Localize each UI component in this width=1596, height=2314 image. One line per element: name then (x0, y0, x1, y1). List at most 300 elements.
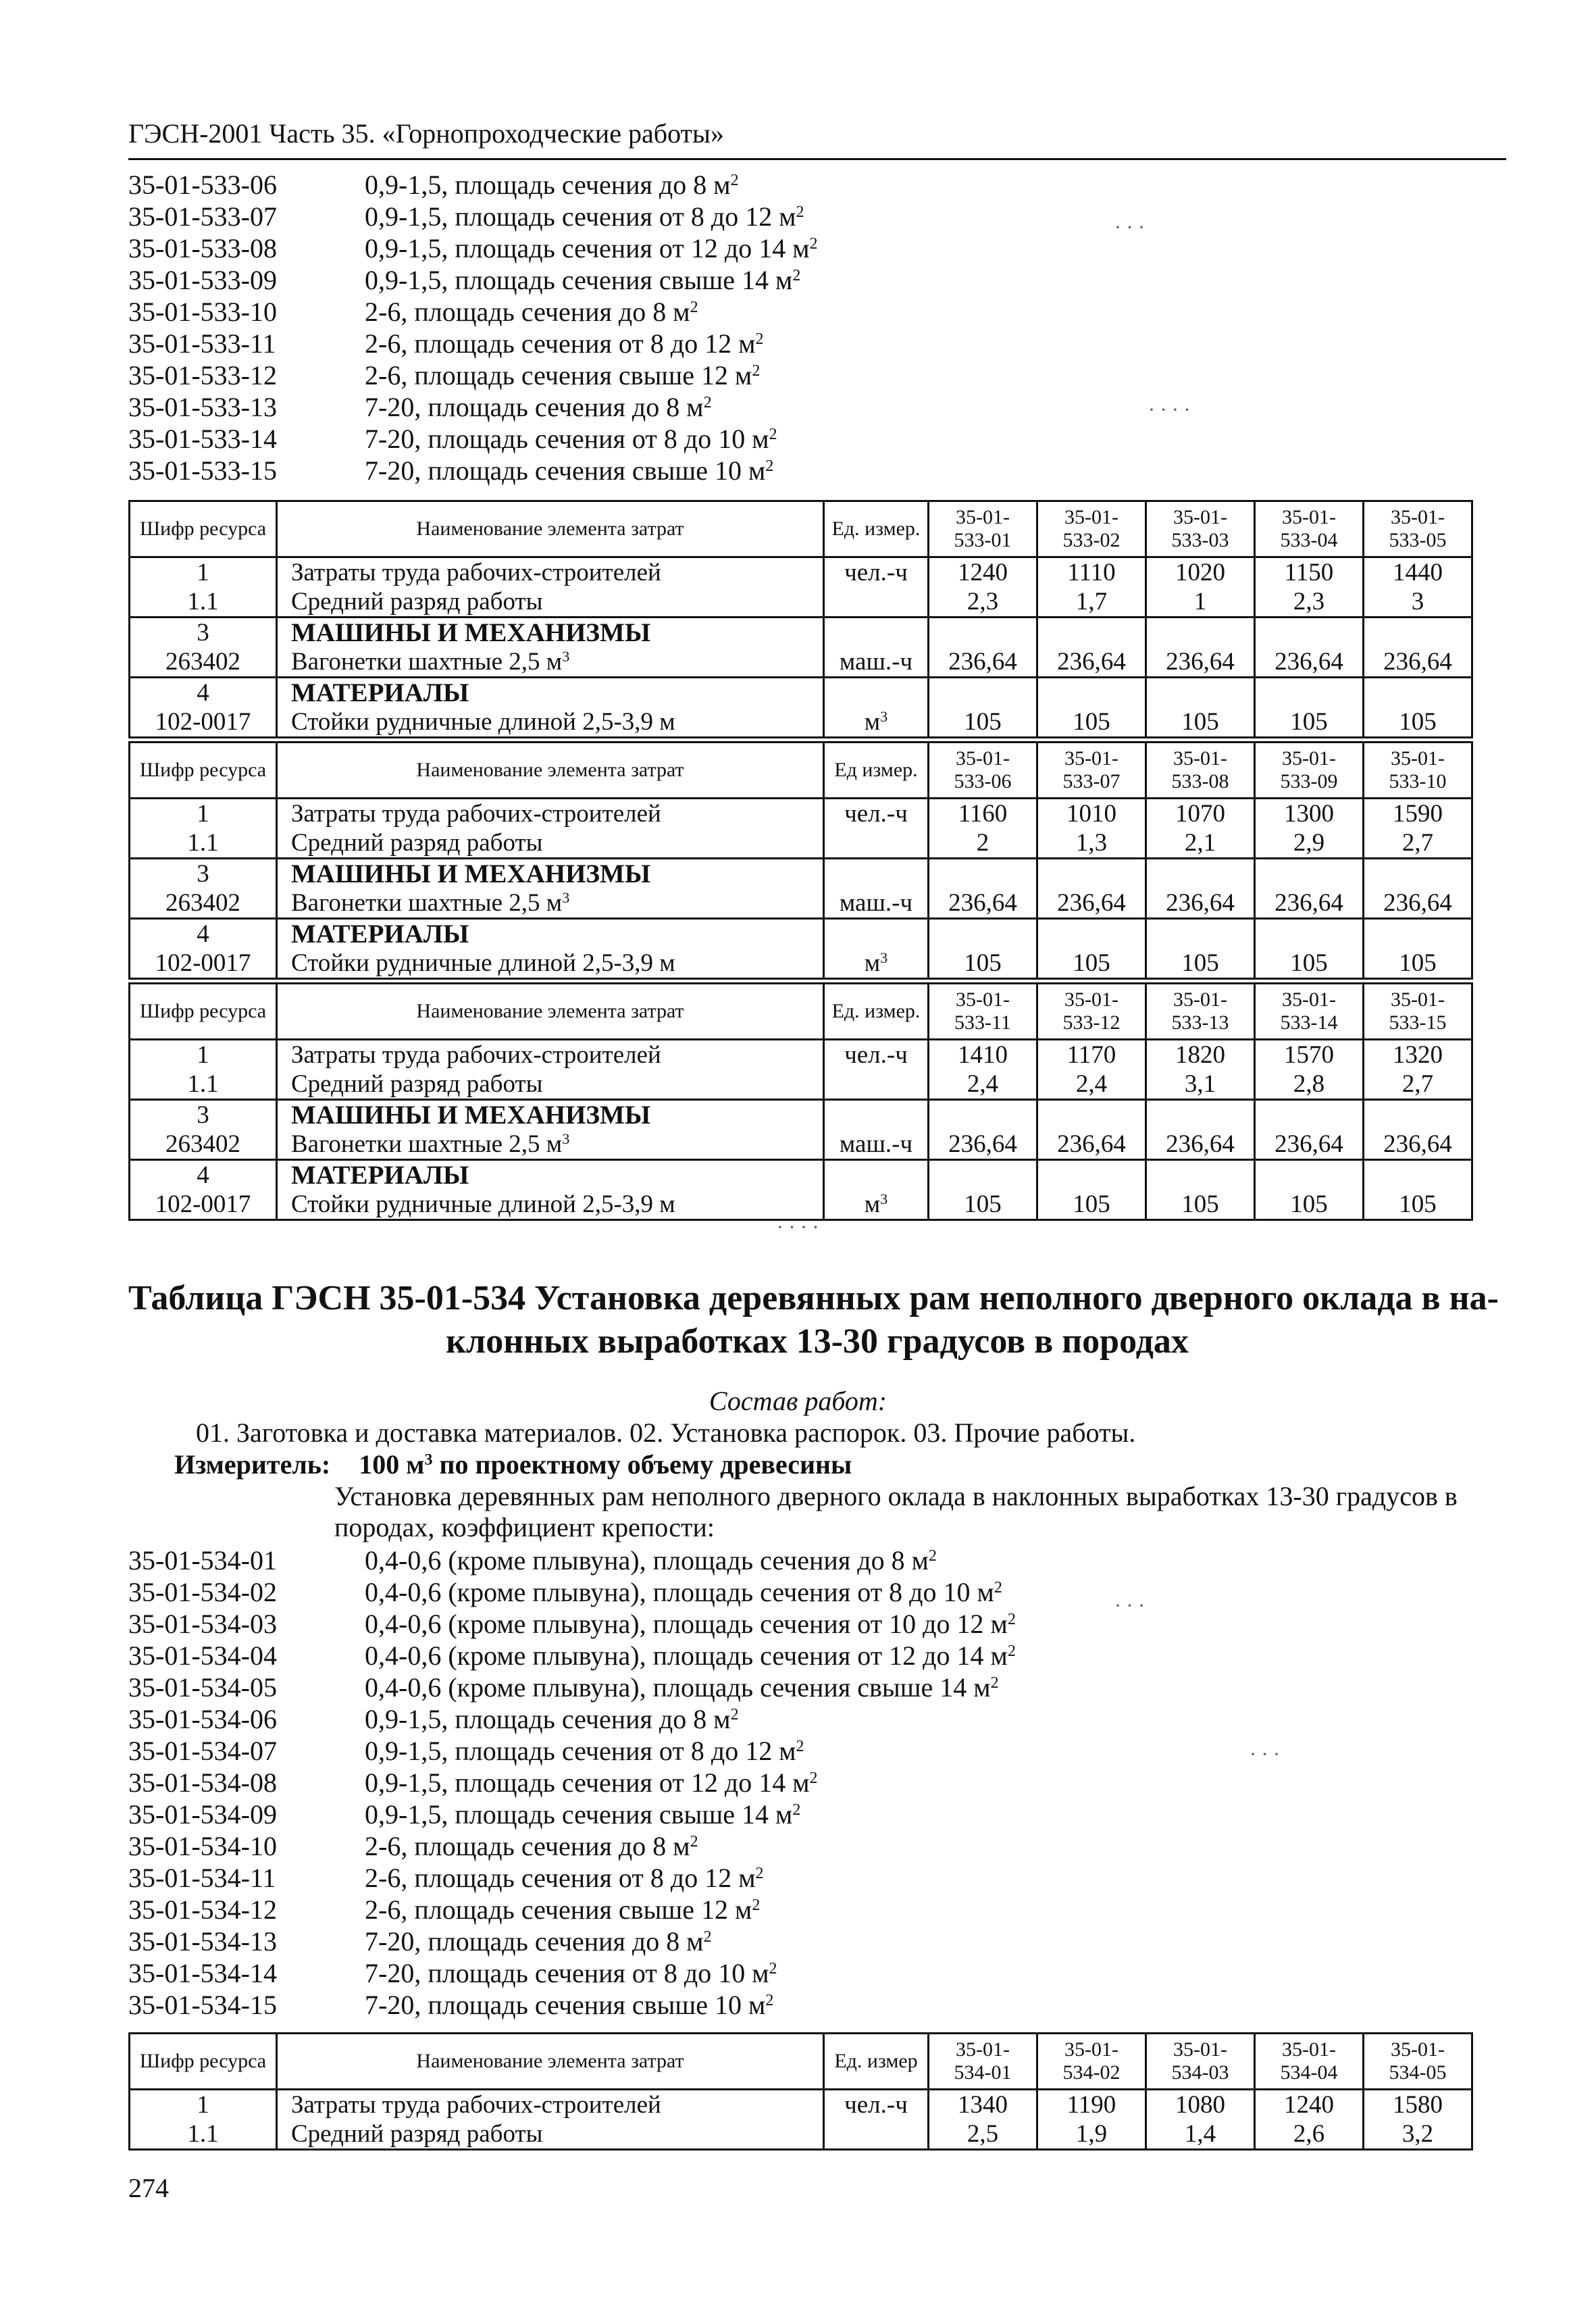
header-norm-code (1255, 2034, 1364, 2090)
cost-element-name (277, 859, 824, 889)
meter-value: 100 м (359, 1449, 425, 1480)
cost-element-name (277, 647, 824, 678)
item-description-text: 0,9-1,5, площадь сечения свыше 14 м (365, 265, 793, 295)
unit-text: маш.-ч (839, 648, 913, 676)
resource-code: 1.1 (130, 828, 277, 859)
resource-code: 3 (130, 1100, 277, 1130)
header-norm-code (1037, 501, 1146, 557)
norm-code-prefix: 35-01- (1173, 988, 1227, 1011)
header-cost-element: Наименование элемента затрат (277, 743, 824, 799)
code-list-item (128, 1703, 1016, 1735)
unit-superscript: 3 (880, 949, 888, 966)
norm-value (929, 1160, 1037, 1190)
item-description (365, 1671, 1016, 1703)
code-list-item (128, 423, 818, 455)
norm-value (1037, 678, 1146, 708)
norm-value: 1590 (1364, 799, 1472, 829)
norm-value: 236,64 (1037, 647, 1146, 678)
intro-text (334, 1481, 1458, 1543)
resource-code: 102-0017 (130, 1190, 277, 1220)
item-description-text: 0,9-1,5, площадь сечения свыше 14 м (365, 1799, 793, 1830)
table-header-row (130, 743, 1472, 799)
cost-element-text: Затраты труда рабочих-строителей (291, 800, 661, 828)
resource-code: 3 (130, 618, 277, 648)
norm-code-prefix: 35-01- (1173, 2038, 1227, 2061)
unit-superscript: 3 (880, 1190, 888, 1207)
item-description-text: 2-6, площадь сечения свыше 12 м (365, 1894, 752, 1925)
norm-value: 105 (929, 949, 1037, 979)
scan-noise: · · · (1114, 1594, 1145, 1617)
code-list-item (128, 455, 818, 486)
item-code: 35-01-534-05 (128, 1672, 277, 1703)
norm-value (1255, 1100, 1364, 1130)
resource-code: 4 (130, 678, 277, 708)
cost-element-text: Затраты труда рабочих-строителей (291, 559, 661, 586)
header-norm-code (1255, 984, 1364, 1040)
norm-value: 236,64 (1255, 1130, 1364, 1160)
item-superscript: 2 (928, 1546, 937, 1565)
item-superscript: 2 (730, 1705, 739, 1724)
norm-value: 1240 (929, 557, 1037, 588)
norm-code-prefix: 35-01- (956, 988, 1010, 1011)
header-resource-code: Шифр ресурса (130, 984, 277, 1040)
unit-cell (824, 587, 929, 618)
header-rule (128, 158, 1506, 160)
item-superscript: 2 (990, 1674, 999, 1692)
item-code: 35-01-533-14 (128, 424, 277, 454)
unit-text: м (864, 1190, 881, 1218)
norm-value: 2,3 (1255, 587, 1364, 618)
meter-line (174, 1449, 852, 1480)
norm-value: 2,4 (929, 1070, 1037, 1100)
norm-value (1146, 1160, 1255, 1190)
meter-rest: по проектному объему древесины (432, 1449, 852, 1480)
unit-cell (824, 707, 929, 738)
code-list-item (128, 1926, 1016, 1957)
table-header-row (130, 501, 1472, 557)
code-list-item (128, 328, 818, 359)
unit-superscript: 3 (562, 1130, 570, 1147)
unit-cell (824, 678, 929, 708)
item-code: 35-01-534-06 (128, 1704, 277, 1734)
item-code: 35-01-533-07 (128, 201, 277, 232)
norm-value (929, 859, 1037, 889)
table-row (130, 2119, 1472, 2150)
header-norm-code (1364, 501, 1472, 557)
header-norm-code (929, 743, 1037, 799)
resource-code: 1.1 (130, 1070, 277, 1100)
cost-element-text: Вагонетки шахтные 2,5 м (291, 648, 563, 676)
item-code: 35-01-533-11 (128, 328, 276, 359)
norm-code-prefix: 35-01- (1391, 988, 1445, 1011)
item-description-text: 0,9-1,5, площадь сечения до 8 м (365, 170, 731, 200)
norm-value: 105 (1364, 1190, 1472, 1220)
table-title-line-1: Таблица ГЭСН 35-01-534 Установка деревянных рам неполного дверного оклада в на- (128, 1279, 1499, 1317)
scan-noise: · · · (1250, 1743, 1280, 1765)
cost-element-name (277, 1160, 824, 1190)
norm-value: 1320 (1364, 1040, 1472, 1070)
norm-value: 2,3 (929, 587, 1037, 618)
cost-element-text: Затраты труда рабочих-строителей (291, 1041, 661, 1069)
cost-element-text: Средний разряд работы (291, 2120, 543, 2148)
item-description-text: 7-20, площадь сечения до 8 м (365, 392, 704, 422)
cost-element-text: МАШИНЫ И МЕХАНИЗМЫ (291, 618, 651, 647)
norm-code-prefix: 35-01- (1391, 747, 1445, 770)
item-description (365, 1957, 1016, 1989)
unit-cell (824, 949, 929, 979)
norm-value: 1300 (1255, 799, 1364, 829)
cost-element-name (277, 587, 824, 618)
cost-element-text: МАТЕРИАЛЫ (291, 678, 469, 707)
resource-code: 1 (130, 557, 277, 588)
norm-value: 105 (1255, 707, 1364, 738)
unit-cell (824, 828, 929, 859)
norm-value: 236,64 (1146, 1130, 1255, 1160)
norm-code-suffix: 534-04 (1280, 2061, 1338, 2084)
unit-text: чел.-ч (844, 559, 908, 586)
header-norm-code (1146, 984, 1255, 1040)
resource-table-533-11-15 (128, 982, 1473, 1221)
header-norm-code (1255, 501, 1364, 557)
norm-value: 1,9 (1037, 2119, 1146, 2150)
norm-value: 236,64 (1364, 888, 1472, 919)
item-code: 35-01-533-13 (128, 392, 277, 422)
norm-value: 105 (1146, 707, 1255, 738)
cost-element-text: Вагонетки шахтные 2,5 м (291, 1130, 563, 1158)
item-superscript: 2 (730, 171, 739, 189)
table-title (128, 1277, 1506, 1363)
item-superscript: 2 (752, 361, 761, 380)
norm-value: 236,64 (1037, 1130, 1146, 1160)
item-superscript: 2 (765, 457, 774, 475)
norm-value (1255, 859, 1364, 889)
norm-code-suffix: 533-15 (1389, 1011, 1447, 1034)
header-cost-element: Наименование элемента затрат (277, 2034, 824, 2090)
norm-value (1146, 919, 1255, 949)
resource-table-533-01-05 (128, 500, 1473, 738)
header-resource-code: Шифр ресурса (130, 501, 277, 557)
code-list-item (128, 1576, 1016, 1608)
resource-code: 1.1 (130, 2119, 277, 2150)
norm-value (1255, 618, 1364, 648)
item-description (365, 391, 818, 423)
code-list-item (128, 1608, 1016, 1640)
item-description-text: 7-20, площадь сечения от 8 до 10 м (365, 1958, 769, 1988)
item-code: 35-01-534-12 (128, 1894, 277, 1925)
resource-code: 1 (130, 799, 277, 829)
norm-code-suffix: 533-09 (1280, 770, 1338, 793)
unit-cell (824, 1130, 929, 1160)
norm-value: 236,64 (1255, 888, 1364, 919)
composition-text: 01. Заготовка и доставка материалов. 02. Установка распорок. 03. Прочие работы. (196, 1417, 1136, 1448)
scan-noise: · · · · (777, 1216, 819, 1238)
norm-value: 1580 (1364, 2090, 1472, 2120)
table-row (130, 949, 1472, 979)
norm-value (1255, 919, 1364, 949)
item-code: 35-01-534-14 (128, 1958, 277, 1988)
table-row (130, 828, 1472, 859)
scan-noise: · · · · (1148, 399, 1191, 421)
table-header-row (130, 2034, 1472, 2090)
cost-element-text: МАТЕРИАЛЫ (291, 920, 469, 949)
unit-cell (824, 557, 929, 588)
header-norm-code (1037, 743, 1146, 799)
norm-value: 236,64 (929, 1130, 1037, 1160)
norm-code-prefix: 35-01- (1064, 505, 1118, 528)
item-superscript: 2 (690, 1832, 698, 1851)
unit-superscript: 3 (880, 707, 888, 725)
item-description-text: 7-20, площадь сечения свыше 10 м (365, 455, 766, 486)
item-code: 35-01-534-07 (128, 1736, 277, 1766)
norm-code-prefix: 35-01- (956, 2038, 1010, 2061)
norm-value: 1110 (1037, 557, 1146, 588)
item-description-text: 2-6, площадь сечения до 8 м (365, 1831, 690, 1861)
item-code: 35-01-534-10 (128, 1831, 277, 1861)
composition-heading: Состав работ: (709, 1386, 887, 1416)
header-norm-code (1146, 743, 1255, 799)
unit-text: чел.-ч (844, 2091, 908, 2119)
header-unit: Ед. измер. (824, 501, 929, 557)
unit-superscript: 3 (562, 647, 570, 665)
header-norm-code (1037, 984, 1146, 1040)
unit-superscript: 3 (562, 888, 570, 906)
item-description (365, 1989, 1016, 2021)
resource-code: 102-0017 (130, 949, 277, 979)
norm-code-suffix: 533-03 (1171, 529, 1229, 551)
code-list-item (128, 359, 818, 391)
cost-element-name (277, 799, 824, 829)
norm-value: 2,1 (1146, 828, 1255, 859)
norm-value (1146, 1100, 1255, 1130)
unit-cell (824, 618, 929, 648)
item-description-text: 7-20, площадь сечения до 8 м (365, 1926, 704, 1957)
table-row (130, 1070, 1472, 1100)
intro-line-1: Установка деревянных рам неполного дверного оклада в наклонных выработках 13-30 градусов в (334, 1481, 1458, 1511)
item-description (365, 359, 818, 391)
norm-code-suffix: 533-11 (954, 1011, 1011, 1034)
norm-value: 236,64 (1037, 888, 1146, 919)
item-superscript: 2 (769, 425, 777, 443)
norm-value (1364, 1100, 1472, 1130)
cost-element-name (277, 1130, 824, 1160)
code-list-item (128, 296, 818, 328)
cost-element-name (277, 1040, 824, 1070)
cost-element-name (277, 1070, 824, 1100)
norm-code-prefix: 35-01- (1173, 505, 1227, 528)
norm-code-suffix: 534-02 (1062, 2061, 1121, 2084)
cost-element-name (277, 707, 824, 738)
cost-element-name (277, 1190, 824, 1220)
item-superscript: 2 (769, 1959, 777, 1978)
item-description-text: 7-20, площадь сечения от 8 до 10 м (365, 424, 769, 454)
norm-value (1364, 678, 1472, 708)
code-list-item (128, 264, 818, 296)
item-description-text: 7-20, площадь сечения свыше 10 м (365, 1990, 766, 2020)
item-description-text: 0,9-1,5, площадь сечения от 12 до 14 м (365, 233, 810, 263)
table-row (130, 888, 1472, 919)
header-norm-code (1364, 743, 1472, 799)
unit-cell (824, 1070, 929, 1100)
norm-value: 1240 (1255, 2090, 1364, 2120)
table-row (130, 799, 1472, 829)
code-list-item (128, 201, 818, 232)
norm-value: 1,7 (1037, 587, 1146, 618)
norm-value: 2 (929, 828, 1037, 859)
norm-value: 1340 (929, 2090, 1037, 2120)
unit-text: маш.-ч (839, 889, 913, 917)
code-list-item (128, 1671, 1016, 1703)
unit-cell (824, 1160, 929, 1190)
norm-value (1146, 678, 1255, 708)
cost-element-text: Стойки рудничные длиной 2,5-3,9 м (291, 708, 675, 736)
item-superscript: 2 (792, 266, 801, 284)
item-code: 35-01-533-10 (128, 297, 277, 327)
table-row (130, 707, 1472, 738)
resource-code: 263402 (130, 647, 277, 678)
norm-code-prefix: 35-01- (1282, 505, 1336, 528)
item-description-text: 0,9-1,5, площадь сечения от 8 до 12 м (365, 1736, 796, 1766)
norm-code-prefix: 35-01- (1282, 2038, 1336, 2061)
norm-value: 105 (1255, 1190, 1364, 1220)
norm-value (1255, 1160, 1364, 1190)
item-description-text: 0,4-0,6 (кроме плывуна), площадь сечения от 10 до 12 м (365, 1609, 1008, 1639)
meter-superscript: 3 (424, 1451, 433, 1469)
norm-value (1037, 1100, 1146, 1130)
resource-code: 102-0017 (130, 707, 277, 738)
norm-value: 1 (1146, 587, 1255, 618)
norm-value (1146, 859, 1255, 889)
norm-value: 1440 (1364, 557, 1472, 588)
norm-code-suffix: 533-06 (954, 770, 1012, 793)
cost-element-name (277, 2090, 824, 2120)
code-list-item (128, 1767, 1016, 1799)
item-code: 35-01-534-08 (128, 1767, 277, 1798)
table-row (130, 618, 1472, 648)
norm-code-prefix: 35-01- (956, 505, 1010, 528)
norm-value: 236,64 (1146, 888, 1255, 919)
code-list-item (128, 1862, 1016, 1894)
norm-value: 3,1 (1146, 1070, 1255, 1100)
item-superscript: 2 (792, 1801, 801, 1819)
code-list-item (128, 1640, 1016, 1671)
table-row (130, 647, 1472, 678)
code-list-item (128, 1989, 1016, 2021)
norm-code-prefix: 35-01- (956, 747, 1010, 770)
norm-value: 105 (1037, 707, 1146, 738)
norm-value: 236,64 (929, 888, 1037, 919)
table-row (130, 587, 1472, 618)
header-norm-code (1146, 501, 1255, 557)
item-code: 35-01-533-12 (128, 360, 277, 391)
item-description (365, 169, 818, 201)
header-norm-code (1037, 2034, 1146, 2090)
item-superscript: 2 (1007, 1642, 1016, 1660)
norm-code-prefix: 35-01- (1282, 988, 1336, 1011)
norm-value: 236,64 (1364, 1130, 1472, 1160)
item-code: 35-01-534-03 (128, 1609, 277, 1639)
resource-table-533-06-10 (128, 741, 1473, 980)
norm-code-suffix: 533-01 (954, 529, 1012, 551)
norm-value: 105 (929, 707, 1037, 738)
header-norm-code (1146, 2034, 1255, 2090)
norm-value (1037, 859, 1146, 889)
resource-code: 1 (130, 1040, 277, 1070)
code-list-item (128, 1830, 1016, 1862)
resource-code: 1 (130, 2090, 277, 2120)
item-code: 35-01-534-13 (128, 1926, 277, 1957)
item-superscript: 2 (752, 1896, 761, 1914)
item-superscript: 2 (796, 203, 804, 221)
item-code: 35-01-534-01 (128, 1545, 277, 1576)
table-row (130, 859, 1472, 889)
table-row (130, 1160, 1472, 1190)
code-list-item (128, 1544, 1016, 1576)
norm-value (1364, 1160, 1472, 1190)
item-description-text: 0,4-0,6 (кроме плывуна), площадь сечения от 12 до 14 м (365, 1640, 1008, 1671)
norm-value: 105 (1146, 1190, 1255, 1220)
norm-value: 1570 (1255, 1040, 1364, 1070)
header-norm-code (929, 501, 1037, 557)
header-unit: Ед. измер. (824, 984, 929, 1040)
norm-code-prefix: 35-01- (1173, 747, 1227, 770)
norm-value: 105 (929, 1190, 1037, 1220)
resource-code: 3 (130, 859, 277, 889)
item-description (365, 296, 818, 328)
item-description (365, 328, 818, 359)
header-norm-code (929, 984, 1037, 1040)
norm-value (1364, 919, 1472, 949)
item-superscript: 2 (690, 298, 698, 316)
norm-value (929, 1100, 1037, 1130)
norm-value (929, 618, 1037, 648)
norm-value: 105 (1255, 949, 1364, 979)
header-norm-code (1364, 2034, 1472, 2090)
cost-element-text: Средний разряд работы (291, 588, 543, 615)
cost-element-name (277, 678, 824, 708)
norm-code-suffix: 534-03 (1171, 2061, 1229, 2084)
norm-value: 1020 (1146, 557, 1255, 588)
norm-value: 1160 (929, 799, 1037, 829)
item-description-text: 2-6, площадь сечения от 8 до 12 м (365, 328, 756, 359)
item-code: 35-01-534-09 (128, 1799, 277, 1830)
item-superscript: 2 (809, 1769, 818, 1787)
norm-value: 1170 (1037, 1040, 1146, 1070)
table-row (130, 919, 1472, 949)
unit-cell (824, 799, 929, 829)
table-row (130, 2090, 1472, 2120)
cost-element-name (277, 949, 824, 979)
norm-value (929, 919, 1037, 949)
item-description (365, 1767, 1016, 1799)
norm-value (929, 678, 1037, 708)
norm-code-suffix: 533-10 (1389, 770, 1447, 793)
item-description-text: 2-6, площадь сечения свыше 12 м (365, 360, 752, 391)
norm-value: 1190 (1037, 2090, 1146, 2120)
cost-element-name (277, 618, 824, 648)
resource-code: 263402 (130, 1130, 277, 1160)
table-row (130, 678, 1472, 708)
code-list-item (128, 1735, 1016, 1767)
norm-value (1255, 678, 1364, 708)
cost-element-text: Вагонетки шахтные 2,5 м (291, 889, 563, 917)
norm-value: 2,6 (1255, 2119, 1364, 2150)
unit-cell (824, 859, 929, 889)
cost-element-text: Стойки рудничные длиной 2,5-3,9 м (291, 949, 675, 977)
code-list-item (128, 391, 818, 423)
item-description (365, 1608, 1016, 1640)
item-superscript: 2 (755, 1864, 764, 1882)
header-norm-code (929, 2034, 1037, 2090)
